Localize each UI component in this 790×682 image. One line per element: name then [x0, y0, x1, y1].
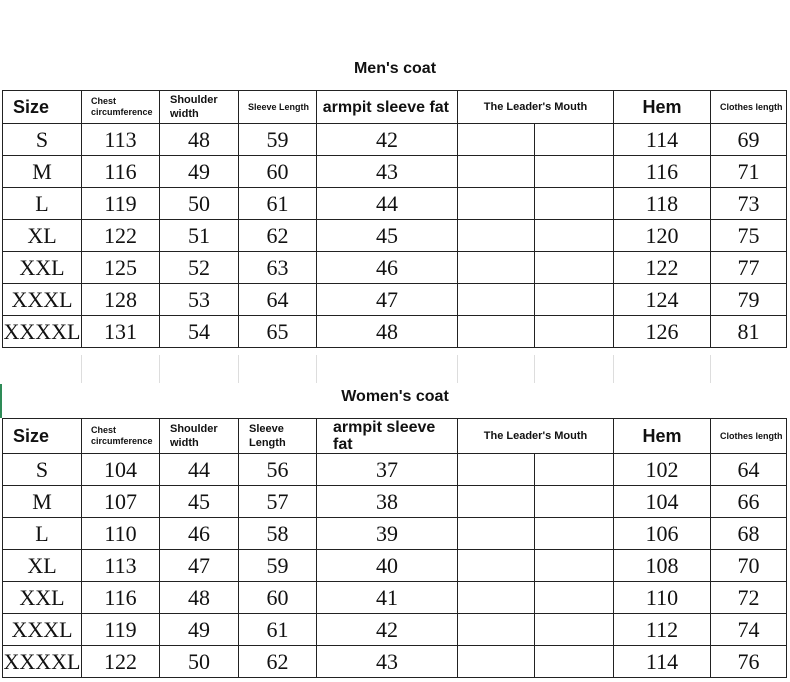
armpit-cell: 47	[317, 284, 458, 316]
chest-cell: 122	[82, 646, 160, 678]
shoulder-cell: 54	[160, 316, 239, 348]
sleeve-cell: 62	[239, 220, 317, 252]
mouth-cell-a	[458, 550, 535, 582]
shoulder-cell: 47	[160, 550, 239, 582]
hem-cell: 114	[614, 124, 711, 156]
armpit-cell: 45	[317, 220, 458, 252]
mouth-cell-b	[535, 646, 614, 678]
size-cell: XXXL	[3, 614, 82, 646]
sleeve-cell: 61	[239, 614, 317, 646]
hem-cell: 114	[614, 646, 711, 678]
sleeve-cell: 60	[239, 156, 317, 188]
table-row	[3, 220, 787, 252]
sleeve-cell: 63	[239, 252, 317, 284]
size-cell: L	[3, 188, 82, 220]
shoulder-cell: 45	[160, 486, 239, 518]
header-chest: Chest circumference	[82, 91, 160, 124]
mouth-cell-a	[458, 124, 535, 156]
length-cell: 79	[711, 284, 787, 316]
header-chest: Chest circumference	[82, 419, 160, 454]
mens-size-table	[2, 90, 787, 348]
sleeve-cell: 56	[239, 454, 317, 486]
header-shoulder: Shoulder width	[160, 419, 239, 454]
chest-cell: 110	[82, 518, 160, 550]
chest-cell: 122	[82, 220, 160, 252]
hem-cell: 116	[614, 156, 711, 188]
chest-cell: 113	[82, 124, 160, 156]
sleeve-cell: 59	[239, 550, 317, 582]
mouth-cell-b	[535, 220, 614, 252]
length-cell: 76	[711, 646, 787, 678]
hem-cell: 108	[614, 550, 711, 582]
hem-cell: 120	[614, 220, 711, 252]
table-row	[3, 124, 787, 156]
header-armpit: armpit sleeve fat	[317, 91, 458, 124]
shoulder-cell: 46	[160, 518, 239, 550]
length-cell: 66	[711, 486, 787, 518]
size-cell: L	[3, 518, 82, 550]
mouth-cell-b	[535, 582, 614, 614]
chest-cell: 131	[82, 316, 160, 348]
table-row	[3, 518, 787, 550]
header-hem: Hem	[614, 419, 711, 454]
header-hem: Hem	[614, 91, 711, 124]
sleeve-cell: 61	[239, 188, 317, 220]
mens-title-text: Men's coat	[353, 60, 437, 77]
table-row	[3, 550, 787, 582]
chest-cell: 119	[82, 188, 160, 220]
hem-cell: 106	[614, 518, 711, 550]
hem-cell: 118	[614, 188, 711, 220]
length-cell: 71	[711, 156, 787, 188]
mouth-cell-a	[458, 188, 535, 220]
chest-cell: 113	[82, 550, 160, 582]
armpit-cell: 43	[317, 646, 458, 678]
table-row	[3, 646, 787, 678]
shoulder-cell: 52	[160, 252, 239, 284]
mouth-cell-b	[535, 188, 614, 220]
header-row	[3, 419, 787, 454]
size-cell: XL	[3, 550, 82, 582]
armpit-cell: 40	[317, 550, 458, 582]
mouth-cell-a	[458, 582, 535, 614]
size-cell: M	[3, 486, 82, 518]
header-length: Clothes length	[711, 91, 787, 124]
armpit-cell: 48	[317, 316, 458, 348]
size-cell: XXXL	[3, 284, 82, 316]
length-cell: 68	[711, 518, 787, 550]
hem-cell: 126	[614, 316, 711, 348]
armpit-cell: 39	[317, 518, 458, 550]
table-row	[3, 486, 787, 518]
length-cell: 75	[711, 220, 787, 252]
shoulder-cell: 48	[160, 582, 239, 614]
header-sleeve: Sleeve Length	[239, 419, 317, 454]
sleeve-cell: 57	[239, 486, 317, 518]
mouth-cell-b	[535, 518, 614, 550]
table-row	[3, 614, 787, 646]
header-shoulder: Shoulder width	[160, 91, 239, 124]
size-cell: M	[3, 156, 82, 188]
chest-cell: 125	[82, 252, 160, 284]
mouth-cell-b	[535, 284, 614, 316]
header-armpit: armpit sleeve fat	[317, 419, 458, 454]
hem-cell: 112	[614, 614, 711, 646]
chest-cell: 119	[82, 614, 160, 646]
womens-title-text: Women's coat	[341, 388, 449, 405]
shoulder-cell: 51	[160, 220, 239, 252]
size-cell: XL	[3, 220, 82, 252]
shoulder-cell: 49	[160, 614, 239, 646]
length-cell: 72	[711, 582, 787, 614]
table-row	[3, 188, 787, 220]
sleeve-cell: 64	[239, 284, 317, 316]
shoulder-cell: 53	[160, 284, 239, 316]
sleeve-cell: 58	[239, 518, 317, 550]
hem-cell: 110	[614, 582, 711, 614]
header-mouth: The Leader's Mouth	[458, 419, 614, 454]
header-row	[3, 91, 787, 124]
table-row	[3, 454, 787, 486]
shoulder-cell: 48	[160, 124, 239, 156]
hem-cell: 122	[614, 252, 711, 284]
header-size: Size	[3, 91, 82, 124]
mens-title	[0, 60, 790, 77]
mouth-cell-b	[535, 614, 614, 646]
size-cell: S	[3, 454, 82, 486]
mouth-cell-a	[458, 486, 535, 518]
womens-title	[0, 388, 790, 405]
armpit-cell: 42	[317, 614, 458, 646]
hem-cell: 124	[614, 284, 711, 316]
size-cell: XXXXL	[3, 316, 82, 348]
shoulder-cell: 50	[160, 188, 239, 220]
header-sleeve: Sleeve Length	[239, 91, 317, 124]
table-row	[3, 316, 787, 348]
length-cell: 70	[711, 550, 787, 582]
chest-cell: 107	[82, 486, 160, 518]
mouth-cell-b	[535, 486, 614, 518]
header-size: Size	[3, 419, 82, 454]
mouth-cell-a	[458, 252, 535, 284]
length-cell: 74	[711, 614, 787, 646]
mouth-cell-b	[535, 454, 614, 486]
hem-cell: 104	[614, 486, 711, 518]
chest-cell: 128	[82, 284, 160, 316]
size-cell: S	[3, 124, 82, 156]
length-cell: 77	[711, 252, 787, 284]
mouth-cell-b	[535, 124, 614, 156]
length-cell: 64	[711, 454, 787, 486]
mouth-cell-b	[535, 316, 614, 348]
armpit-cell: 43	[317, 156, 458, 188]
size-cell: XXXXL	[3, 646, 82, 678]
mouth-cell-b	[535, 252, 614, 284]
armpit-cell: 37	[317, 454, 458, 486]
table-row	[3, 252, 787, 284]
chest-cell: 116	[82, 156, 160, 188]
shoulder-cell: 49	[160, 156, 239, 188]
mouth-cell-b	[535, 550, 614, 582]
spacer-row	[2, 355, 790, 383]
sleeve-cell: 59	[239, 124, 317, 156]
mouth-cell-a	[458, 454, 535, 486]
shoulder-cell: 44	[160, 454, 239, 486]
armpit-cell: 46	[317, 252, 458, 284]
sleeve-cell: 62	[239, 646, 317, 678]
mouth-cell-a	[458, 284, 535, 316]
size-cell: XXL	[3, 582, 82, 614]
length-cell: 73	[711, 188, 787, 220]
mouth-cell-a	[458, 614, 535, 646]
size-cell: XXL	[3, 252, 82, 284]
armpit-cell: 38	[317, 486, 458, 518]
mouth-cell-a	[458, 156, 535, 188]
armpit-cell: 44	[317, 188, 458, 220]
table-row	[3, 582, 787, 614]
shoulder-cell: 50	[160, 646, 239, 678]
armpit-cell: 41	[317, 582, 458, 614]
sleeve-cell: 60	[239, 582, 317, 614]
table-row	[3, 156, 787, 188]
mouth-cell-a	[458, 646, 535, 678]
length-cell: 69	[711, 124, 787, 156]
table-row	[3, 284, 787, 316]
sleeve-cell: 65	[239, 316, 317, 348]
mouth-cell-a	[458, 220, 535, 252]
chest-cell: 104	[82, 454, 160, 486]
length-cell: 81	[711, 316, 787, 348]
header-length: Clothes length	[711, 419, 787, 454]
hem-cell: 102	[614, 454, 711, 486]
womens-size-table	[2, 418, 787, 678]
mouth-cell-b	[535, 156, 614, 188]
mouth-cell-a	[458, 518, 535, 550]
chest-cell: 116	[82, 582, 160, 614]
header-mouth: The Leader's Mouth	[458, 91, 614, 124]
mouth-cell-a	[458, 316, 535, 348]
armpit-cell: 42	[317, 124, 458, 156]
